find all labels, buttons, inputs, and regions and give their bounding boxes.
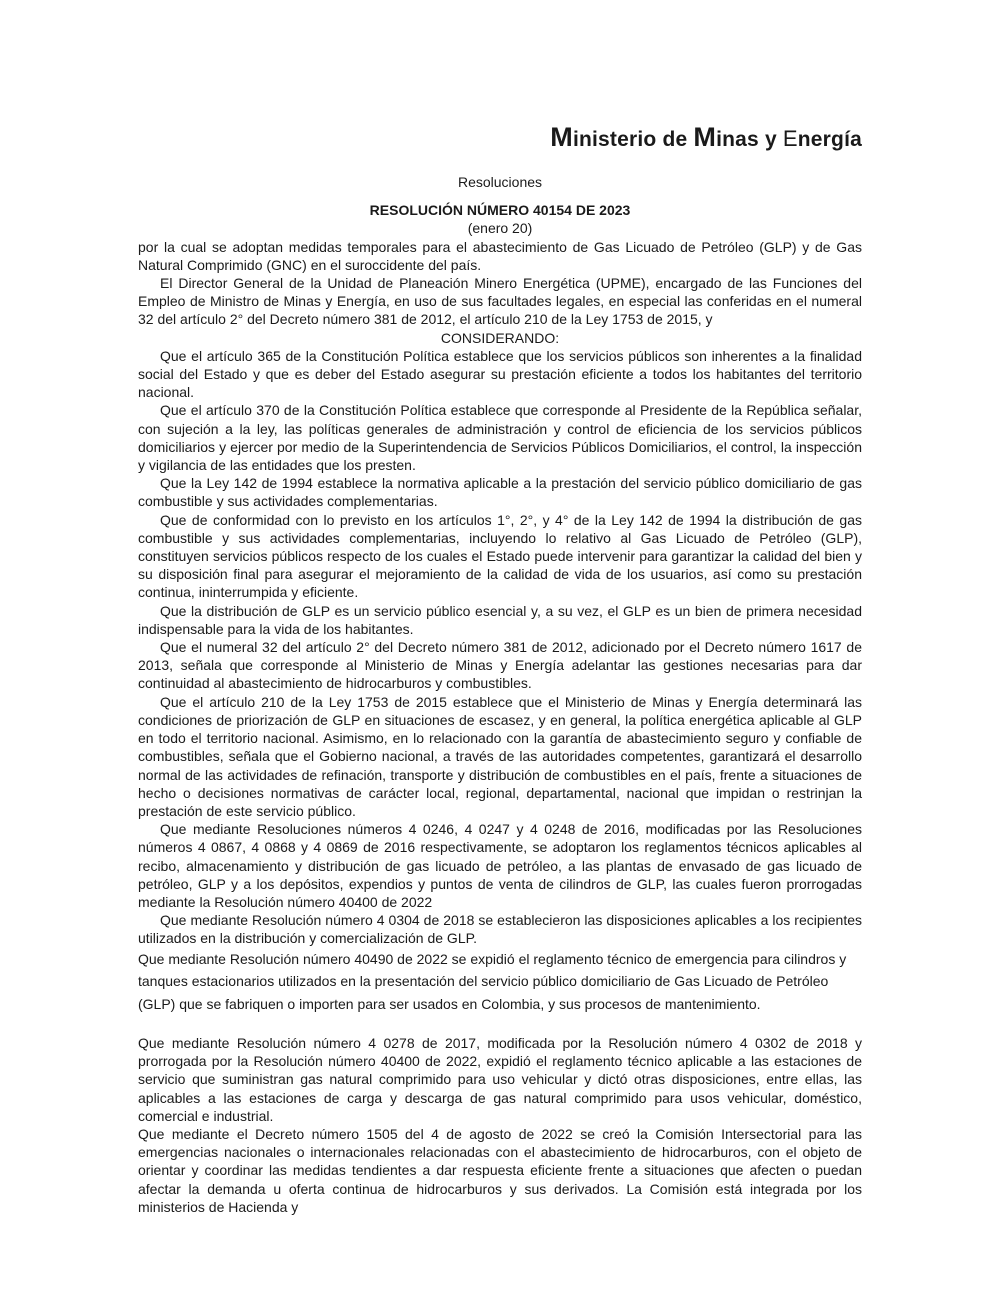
ministry-text-3: nergía [797,128,862,151]
ministry-text-2: inas y [716,128,783,151]
ministry-initial-e: E [782,126,798,151]
intro-paragraph: El Director General de la Unidad de Planeación Minero Energética (UPME), encargado de las Funciones del Empleo de Ministro de Minas y Energía, en uso de sus facultades legales, en especial las conferidas en el numeral 32 del artículo 2° del Decreto número 381 de 2012, el artículo 210 de la Ley 1753 de 2015, y [138,275,862,328]
paragraph: Que de conformidad con lo previsto en los artículos 1°, 2°, y 4° de la Ley 142 de 1994 la distribución de gas combustible y sus actividades complementarias, incluyendo lo relativo al Gas Licuado de Petróleo (GLP), constituyen servicios públicos respecto de los cuales el Estado puede intervenir para garantizar la calidad del bien y su disposición final para asegurar el mejoramiento de la calidad de vida de los usuarios, así como su prestación continua, ininterrumpida y eficiente. [138,511,862,601]
paragraph: Que el artículo 210 de la Ley 1753 de 2015 establece que el Ministerio de Minas y Energía determinará las condiciones de priorización de GLP en situaciones de escasez, y en general, la política energética aplicable al GLP en todo el territorio nacional. Asimismo, en lo relacionado con la garantía de abastecimiento seguro y confiable de combustibles, señala que el Gobierno nacional, a través de las autoridades competentes, garantizará el desarrollo normal de las actividades de refinación, transporte y distribución de combustibles en el país, frente a situaciones de hecho o decisiones normativas de carácter local, regional, departamental, nacional que impidan o restrinjan la prestación de este servicio público. [138,693,862,819]
ministry-text-1: inisterio de [572,128,694,151]
ministry-initial-m1: M [550,122,573,152]
paragraph: Que el artículo 370 de la Constitución Política establece que corresponde al Presidente de la República señalar, con sujeción a la ley, las políticas generales de administración y control de eficiencia de los servicios públicos domiciliarios y ejercer por medio de la Superintendencia de Servicios Públicos Domiciliarios, el control, la inspección y vigilancia de las entidades que los presten. [138,402,862,474]
paragraph: Que la Ley 142 de 1994 establece la normativa aplicable a la prestación del servicio público domiciliario de gas combustible y sus actividades complementarias. [138,475,862,510]
section-label: Resoluciones [457,174,543,190]
resolution-number: RESOLUCIÓN NÚMERO 40154 DE 2023 [369,202,631,219]
paragraph: Que mediante Resoluciones números 4 0246, 4 0247 y 4 0248 de 2016, modificadas por las Resoluciones números 4 0867, 4 0868 y 4 0869 de 2016 respectivamente, se adoptaron los reglamentos técnicos aplicables al recibo, almacenamiento y distribución de gas licuado de petróleo, a las plantas de envasado de gas licuado de petróleo, GLP y a los depósitos, expendios y puntos de venta de cilindros de GLP, las cuales fueron prorrogadas mediante la Resolución número 40400 de 2022 [138,821,862,910]
paragraph: Que la distribución de GLP es un servicio público esencial y, a su vez, el GLP es un bien de primera necesidad indispensable para la vida de los habitantes. [138,602,862,637]
resolution-date: (enero 20) [467,220,533,237]
paragraph: Que mediante Resolución número 4 0304 de 2018 se establecieron las disposiciones aplicables a los recipientes utilizados en la distribución y comercialización de GLP. [138,912,862,947]
paragraph: Que el artículo 365 de la Constitución Política establece que los servicios públicos son inherentes a la finalidad social del Estado y que es deber del Estado asegurar su prestación eficiente a todos los habitantes del territorio nacional. [138,347,862,401]
paragraph: Que mediante el Decreto número 1505 del 4 de agosto de 2022 se creó la Comisión Intersectorial para las emergencias nacionales o internacionales relacionadas con el abastecimiento de hidrocarburos, con el objeto de orientar y coordinar las medidas tendientes a dar respuesta eficiente frente a situaciones que afecten o puedan afectar la demanda u oferta continua de hidrocarburos y sus derivados. La Comisión está integrada por los ministerios de Hacienda y [138,1126,862,1215]
paragraph: Que el numeral 32 del artículo 2° del Decreto número 381 de 2012, adicionado por el Decreto número 1617 de 2013, señala que corresponde al Ministerio de Minas y Energía adelantar las gestiones necesarias para dar continuidad al abastecimiento de hidrocarburos y combustibles. [138,639,862,692]
spacer [138,1015,862,1034]
paragraph: Que mediante Resolución número 4 0278 de 2017, modificada por la Resolución número 4 0302 de 2018 y prorrogada por la Resolución número 40400 de 2022, expidió el reglamento técnico aplicable a las estaciones de servicio que suministran gas natural comprimido para uso vehicular y dictó otras disposiciones, entre ellas, las aplicables a las estaciones de carga y descarga de gas natural comprimido para usos vehicular, doméstico, comercial e industrial. [138,1035,862,1124]
ministry-header [138,120,862,157]
paragraph-unformatted: Que mediante Resolución número 40490 de 2022 se expidió el reglamento técnico de emergencia para cilindros y tanques estacionarios utilizados en la presentación del servicio público domiciliario de Gas Licuado de Petróleo (GLP) que se fabriquen o importen para ser usados en Colombia, y sus procesos de mantenimiento. [138,950,847,1012]
ministry-initial-m2: M [693,122,717,152]
resolution-subtitle: por la cual se adoptan medidas temporales para el abastecimiento de Gas Licuado de Petróleo (GLP) y de Gas Natural Comprimido (GNC) en el suroccidente del país. [138,238,862,273]
document-page [138,120,862,1216]
considerando-heading: CONSIDERANDO: [440,329,560,346]
